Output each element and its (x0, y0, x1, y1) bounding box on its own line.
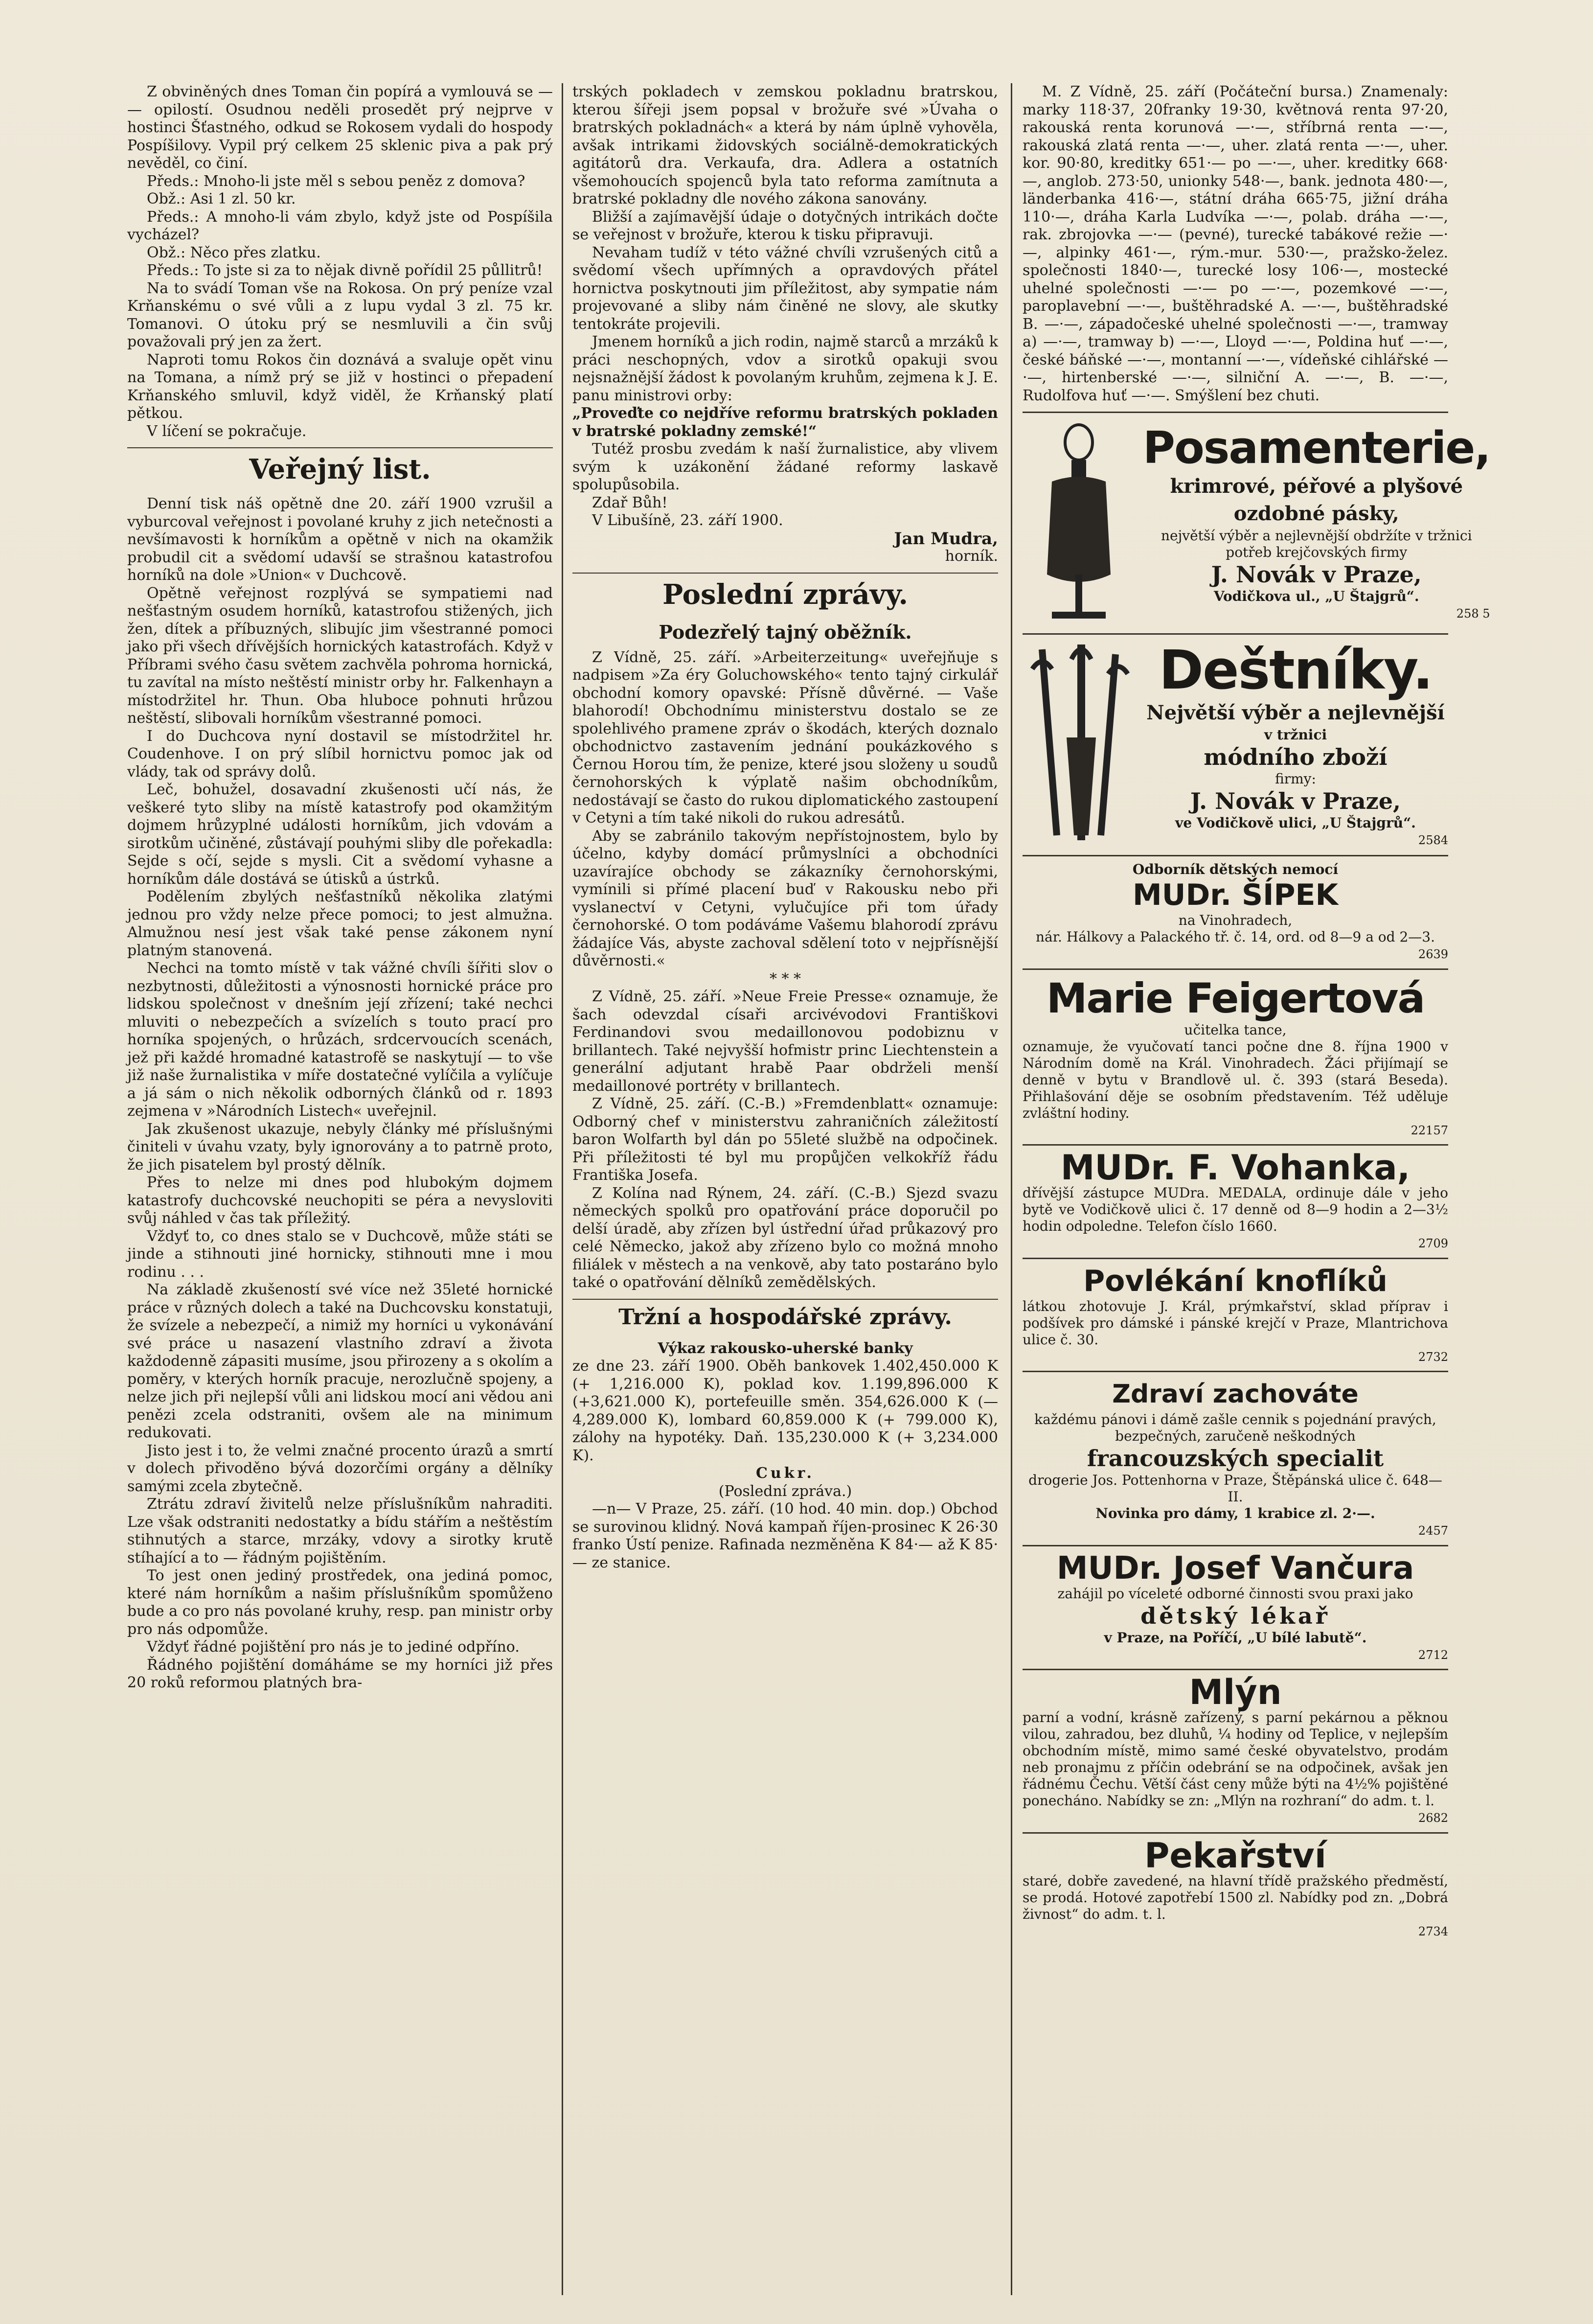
ad-number: 2584 (1418, 833, 1448, 847)
ad-title: Posamenterie, (1143, 422, 1490, 474)
trial-paragraph: Obž.: Něco přes zlatku. (147, 244, 321, 261)
ad-address: ve Vodičkově ulici, „U Štajgrů“. (1175, 814, 1416, 831)
ad-number: 258 5 (1456, 606, 1490, 621)
ad-title: Pekařství (1144, 1835, 1326, 1876)
ad-pekarstvi (1023, 1832, 1448, 1946)
news-paragraph: Z Kolína nad Rýnem, 24. září. (C.-B.) Sjezd svazu německých spolků pro opatřování práce doporučil po delší úradě, aby zřízen byl ústřední úřad průkazový pro celé Německo, jakož aby zřízeno bylo co možná mnoho filiálek v městech a na venkově, aby tato postaráno bylo také o opatřování dělníků zemědělských. (572, 1184, 998, 1291)
signature-role: horník. (945, 548, 998, 565)
news-subheading: Podezřelý tajný oběžník. (659, 621, 912, 643)
article-paragraph: Leč, bohužel, dosavadní zkušenosti učí nás, že veškeré tyto sliby na místě katastrofy pod okamžitým dojmem hrůzyplné události horníkům, jich vdovám a sirotkům učiněné, zůstávají pouhými sliby dle pořekadla: Sejde s očí, sejde s mysli. Cit a svědomí vyhasne a horníkům dále dostává se útisků a ústrků. (127, 781, 553, 888)
column-middle (572, 83, 998, 2295)
ad-number: 22157 (1411, 1123, 1448, 1137)
ad-line: Největší výběr a nejlevnější (1146, 701, 1445, 724)
ad-line: každému pánovi i dámě zašle cennik s pojednání pravých, bezpečných, zaručeně neškodných (1034, 1411, 1436, 1444)
section-heading: Poslední zprávy. (572, 573, 998, 612)
ad-line: francouzských specialit (1087, 1445, 1384, 1472)
ad-number: 2712 (1418, 1648, 1448, 1662)
article-paragraph: Nechci na tomto místě v tak vážné chvíli šířiti slov o nezbytnosti, důležitosti a výnosnosti hornické práce pro lidskou společnost v dnešním její zřízení; také nechci mluviti o nebezpečích a svízelích s touto prací pro horníka spojených, o hrůzách, srdcervoucích scenách, jež při každé hromadné katastrofě se naskytují — to vše již naše žurnalistika v míře dostatečné vylíčila a vylíčuje a já sám o nich několik odborných článků od r. 1893 zejmena v »Národních Listech« uveřejnil. (127, 960, 553, 1120)
ad-title: Deštníky. (1159, 638, 1433, 701)
ad-title: MUDr. ŠÍPEK (1133, 878, 1338, 912)
ad-destniky (1023, 633, 1448, 855)
news-paragraph: Z Vídně, 25. září. »Arbeiterzeitung« uveřejňuje s nadpisem »Za éry Goluchowského« tento tajný cirkulář obchodní komory opavské: Přísně důvěrné. — Vaše blahorodí! Obchodnímu ministerstvu dostalo se ze spolehlivého pramene zpráv o škodách, kterých doznalo obchodnictvo zastavením jednání poukázkového s Černou Horou tím, že penize, které jsou složeny u soudů černohorských k výplatě našim obchodníkům, nedostávají se často do rukou diplomatického zastoupení v Cetyni a tím také nikoli do rukou adresátů. (572, 648, 998, 827)
ad-specialities (1023, 1371, 1448, 1545)
ad-number: 2682 (1418, 1811, 1448, 1825)
ad-line: krimrové, péřové a plyšové ozdobné pásky, (1170, 474, 1463, 525)
column-rule (1011, 83, 1012, 2295)
ad-title: Marie Feigertová (1046, 974, 1425, 1022)
news-paragraph: Aby se zabránilo takovým nepřístojnostem, bylo by účelno, kdyby domácí průmyslníci a obchodníci uzavírajíce obchody se zákazníky černohorskými, vymínili si přímé placení buď v Rakousku nebo při vyslanectví v Cetyni, vylučujíce při tom úřady černohorské. O tom podáváme Vašemu blahorodí zprávu žádajíce Vás, abyste zachoval sdělení toto v nejpřísnější důvěrnosti.« (572, 827, 998, 969)
market-subheading: Výkaz rakousko-uherské banky (658, 1339, 913, 1357)
ad-line: oznamuje, že vyučovatí tanci počne dne 8. října 1900 v Národním domě na Král. Vinohradech. Žáci přijímají se denně v bytu v Brandlově ul. č. 393 (stará Beseda). Přihlašování děje se osobním představením. Též uděluje zvláštní hodiny. (1023, 1038, 1448, 1121)
ad-number: 2457 (1418, 1524, 1448, 1538)
ad-number: 2732 (1418, 1350, 1448, 1364)
article-paragraph: Nevaham tudíž v této vážné chvíli vzrušených citů a svědomí všech upřímných a opravdových přátel hornictva poskytnouti jim příležitost, aby sympatie nám projevované a sliby nám činěné ne slovy, ale skutky tentokráte projevili. (572, 244, 998, 333)
ad-title: MUDr. F. Vohanka, (1060, 1148, 1411, 1188)
column-right (1023, 83, 1490, 2295)
article-paragraph: Denní tisk náš opětně dne 20. září 1900 vzrušil a vyburcoval veřejnost i povolané kruhy z jich netečnosti a nevšímavosti k horníkům a opětně v nich na okamžik probudil cit a svědomí udavší se strašnou katastrofou horníků na dole »Union« v Duchcově. (127, 495, 553, 584)
bourse-report: M. Z Vídně, 25. září (Počáteční bursa.) Znamenaly: marky 118·37, 20franky 19·30, květnová renta 97·20, rakouská renta korunová —·—, stříbrná renta —·—, rakouská zlatá renta —·—, uher. zlatá renta —·—, uher. kor. 90·80, kreditky 651·— po —·—, uher. kreditky 668·—, anglob. 273·50, unionky 548·—, bank. jednota 480·—, länderbanka 416·—, státní dráha 665·75, jižní dráha 110·—, dráha Karla Ludvíka —·—, polab. dráha —·—, rak. zbrojovka —·— (pevné), turecké tabákové režie —·—, alpinky 461·—, rým.-mur. 530·—, pražsko-želez. společnosti 1840·—, turecké losy 106·—, mostecké uhelné společnosti —·— po —·—, pozemkové —·—, paroplavební —·—, buštěhradské A. —·—, buštěhradské B. —·—, západočeské uhelné společnosti —·—, tramway a) —·—, tramway b) —·—, Lloyd —·—, Poldina huť —·—, české báňské —·—, montanní —·—, vídeňské cihlářské —·—, hirtenberské —·—, silniční A. —·—, B. —·—, Rudolfova huť —·—. Smýšlení bez chuti. (1023, 83, 1448, 404)
ad-line: zahájil po víceleté odborné činnosti svou praxi jako (1057, 1585, 1413, 1602)
article-paragraph: Bližší a zajímavější údaje o dotyčných intrikách dočte se veřejnost v brožuře, kterou k tisku připravuji. (572, 208, 998, 243)
article-paragraph: Jak zkušenost ukazuje, nebyly články mé příslušnými činiteli v úvahu vzaty, byly ignorovány a to patrně proto, že jich pisatelem byl prostý dělník. (127, 1120, 553, 1174)
ad-line: látkou zhotovuje J. Král, prýmkařství, sklad příprav i podšívek pro dámské i pánské krejčí v Praze, Mlantrichova ulice č. 30. (1023, 1298, 1448, 1348)
ad-number: 2709 (1418, 1237, 1448, 1250)
article-paragraph: Opětně veřejnost rozplývá se sympatiemi nad nešťastným osudem horníků, katastrofou stižených, jich žen, dítek a příbuzných, slibujíc jim všestranné pomoci jako při všech dřívějších hornických katastrofách. Když v Příbrami svého času světem zachvěla pohroma hornická, tu zavítal na místo neštěstí ministr orby hr. Falkenhayn a místodržitel hr. Thun. Oba hluboce pohnuti hrůzou neštěstí, slibovali horníkům všestranné pomoci. (127, 584, 553, 727)
market-paragraph: ze dne 23. září 1900. Oběh bankovek 1.402,450.000 K (+ 1,216.000 K), poklad kov. 1.199,896.000 K (+3,621.000 K), portefeuille směn. 354,626.000 K (— 4,289.000 K), lombard 60,859.000 K (+ 799.000 K), zálohy na hypotéky. Daň. 135,230.000 K (+ 3,234.000 K). (572, 1358, 998, 1464)
ad-line: v tržnici (1264, 726, 1327, 743)
trial-paragraph: Předs.: A mnoho-li vám zbylo, když jste od Pospíšila vycházel? (127, 208, 553, 243)
ad-line: Odborník dětských nemocí (1132, 861, 1339, 877)
article-paragraph: Jmenem horníků a jich rodin, najmě starců a mrzáků k práci neschopných, vdov a sirotků opakuji svou nejsnažnější žádost k povolaným kruhům, zejmena k J. E. panu ministrovi orby: (572, 333, 998, 404)
ad-firm: J. Novák v Praze, (1211, 561, 1422, 588)
trial-paragraph: Předs.: Mnoho-li jste měl s sebou peněz z domova? (147, 172, 525, 190)
article-paragraph: Podělením zbylých nešťastníků několika zlatými jednou pro vždy nelze přece pomoci; to jest almužna. Almužnou nesí jest však také pense zákonem nyní platným stanovená. (127, 888, 553, 959)
article-paragraph: Zdař Bůh! (592, 494, 668, 511)
ad-number: 2734 (1418, 1924, 1448, 1938)
ad-knofliky (1023, 1258, 1448, 1371)
ad-title: MUDr. Josef Vančura (1056, 1550, 1414, 1587)
news-paragraph: Z Vídně, 25. září. (C.-B.) »Fremdenblatt« oznamuje: Odborný chef v ministerstvu zahraničních záležitostí baron Wolfarth byl dán po 55leté službě na odpočinek. Při příležitosti té byl mu propůjčen velkokříž řádu Františka Josefa. (572, 1095, 998, 1184)
separator-stars: * * * (769, 970, 801, 988)
ad-vancura (1023, 1545, 1448, 1669)
section-heading: Tržní a hospodářské zprávy. (572, 1299, 998, 1331)
column-left (127, 83, 553, 2295)
article-paragraph: Tutéž prosbu zvedám k naší žurnalistice, aby vlivem svým k uzákonění žádané reformy laskavě spolupůsobila. (572, 440, 998, 493)
ad-title: Mlýn (1189, 1672, 1282, 1712)
umbrellas-illustration (1023, 640, 1135, 850)
signature-name: Jan Mudra, (894, 529, 998, 549)
ad-number: 2639 (1418, 947, 1448, 961)
ad-line: drogerie Jos. Pottenhorna v Praze, Štěpánská ulice č. 648—II. (1028, 1472, 1442, 1505)
ad-feigertova (1023, 968, 1448, 1145)
ad-mlyn (1023, 1669, 1448, 1832)
ad-title: Zdraví zachováte (1112, 1380, 1359, 1409)
article-appeal: „Proveďte co nejdříve reformu bratrských pokladen v bratrské pokladny zemské!“ (572, 405, 998, 440)
article-paragraph: To jest onen jediný prostředek, ona jediná pomoc, které nám horníkům a našim příslušníkům spomůženo bude a co pro nás povolané kruhy, resp. pan ministr orby pro nás odpomůže. (127, 1567, 553, 1638)
ad-line: na Vinohradech, (1178, 912, 1293, 928)
ad-line: dětský lékař (1140, 1602, 1330, 1629)
ad-line: nár. Hálkovy a Palackého tř. č. 14, ord. od 8—9 a od 2—3. (1035, 929, 1435, 945)
trial-paragraph: Z obviněných dnes Toman čin popírá a vymlouvá se — — opilostí. Osudnou neděli prosedět prý nejprve v hostinci Šťastného, odkud se Rokosem vydali do hospody Pospíšilovy. Vypil prý celkem 25 sklenic piva a pak prý nevěděl, co činí. (127, 83, 553, 172)
ad-title: Povlékání knoflíků (1083, 1264, 1388, 1298)
ad-line: módního zboží (1204, 743, 1388, 770)
column-rule (562, 83, 563, 2295)
section-heading: Veřejný list. (127, 447, 553, 486)
trial-paragraph: V líčení se pokračuje. (147, 422, 307, 440)
article-paragraph: I do Duchcova nyní dostavil se místodržitel hr. Coudenhove. I on prý slíbil hornictvu pomoc jak od vlády, tak od správy dolů. (127, 727, 553, 781)
ad-firm: J. Novák v Praze, (1190, 787, 1401, 814)
trial-paragraph: Na to svádí Toman vše na Rokosa. On prý peníze vzal Krňanskému o své vůli a z lupu vydal 3 zl. 75 kr. Tomanovi. O útoku prý se nesmluvili a čin svůj považovali prý jen za žert. (127, 279, 553, 350)
mannequin-illustration (1023, 418, 1135, 628)
ad-line: dřívější zástupce MUDra. MEDALA, ordinuje dále v jeho bytě ve Vodičkově ulici č. 17 denně od 8—9 hodin a 2—3½ hodin odpoledne. Telefon číslo 1660. (1023, 1185, 1448, 1234)
article-dateline: V Libušíně, 23. září 1900. (592, 512, 783, 529)
market-note: (Poslední zpráva.) (718, 1482, 852, 1500)
trial-paragraph: Naproti tomu Rokos čin doznává a svaluje opět vinu na Tomana, a nímž prý se již v hostinci o přepadení Krňanského smluvil, když viděl, že Krňanský platí pětkou. (127, 351, 553, 422)
trial-paragraph: Obž.: Asi 1 zl. 50 kr. (147, 190, 296, 207)
article-paragraph: Jisto jest i to, že velmi značné procento úrazů a smrtí v dolech přivoděno bývá dozorčími orgány a dělníky samými zcela zbytečně. (127, 1442, 553, 1495)
ad-posamenterie (1023, 412, 1490, 633)
article-paragraph: Přes to nelze mi dnes pod hlubokým dojmem katastrofy duchcovské neuchopiti se péra a nevysloviti svůj náhled v čas tak příležitý. (127, 1174, 553, 1227)
article-paragraph: trských pokladech v zemskou pokladnu bratrskou, kterou šířeji jsem popsal v brožuře své »Úvaha o bratrských pokladnách« a která by nám úplně vyhověla, avšak intrikami židovských sociálně-demokratických agitátorů dra. Verkaufa, dra. Adlera a ostatních všemohoucích spojenců byla tato reforma zamítnuta a bratrské pokladny dle nového zákona sanovány. (572, 83, 998, 207)
ad-vohanka (1023, 1144, 1448, 1258)
article-paragraph: Vždyť to, co dnes stalo se v Duchcově, může státi se jinde a stihnouti jiné hornicky, stihnouti mne i mou rodinu . . . (127, 1227, 553, 1281)
article-paragraph: Ztrátu zdraví živitelů nelze příslušníkům nahraditi. Lze však odstraniti nedostatky a bídu stářím a neštěstím stihnutých a starce, mrzáky, vdovy a sirotky krutě stíhající a to — řádným pojištěním. (127, 1496, 553, 1566)
ad-line: parní a vodní, krásně zařízený, s parní pekárnou a pěknou vilou, zahradou, bez dluhů, ¼ hodiny od Teplice, v nejlepším obchodním místě, mimo samé české obyvatelstvo, prodám neb pronajmu z příčin odebrání se na odpočinek, avšak jen řádnému Čechu. Větší část ceny může býti na 4½% pojištěné ponecháno. Nabídky se zn: „Mlýn na rozhraní“ do adm. t. l. (1023, 1709, 1448, 1809)
ad-line: Novinka pro dámy, 1 krabice zl. 2·—. (1095, 1505, 1375, 1521)
ad-address: Vodičkova ul., „U Štajgrů“. (1213, 588, 1419, 604)
trial-paragraph: Předs.: To jste si za to nějak divně pořídil 25 půllitrů! (147, 262, 543, 279)
ad-line: v Praze, na Poříčí, „U bílé labutě“. (1104, 1629, 1367, 1646)
ad-line: učitelka tance, (1184, 1021, 1287, 1038)
ad-line: staré, dobře zavedené, na hlavní třídě pražského předměstí, se prodá. Hotové zapotřebí 1500 zl. Nabídky pod zn. „Dobrá živnost“ do adm. t. l. (1023, 1872, 1448, 1922)
market-paragraph: —n— V Praze, 25. září. (10 hod. 40 min. dop.) Obchod se surovinou klidný. Nová kampaň říjen-prosinec K 26·30 franko Ústí penize. Rafinada nezměněna K 84·— až K 85·— ze stanice. (572, 1500, 998, 1571)
article-paragraph: Řádného pojištění domáháme se my horníci již přes 20 roků reformou platných bra- (127, 1656, 553, 1691)
ad-sipek (1023, 855, 1448, 968)
market-subheading: Cukr. (756, 1465, 815, 1482)
ad-line: firmy: (1275, 770, 1316, 787)
news-paragraph: Z Vídně, 25. září. »Neue Freie Presse« oznamuje, že šach odevzdal císaři arcivévodovi Františkovi Ferdinandovi svou medaillonovou podobiznu v brillantech. Také nejvyšší hofmistr princ Liechtenstein a generální adjutant hrabě Paar obdrželi menší medaillonové portréty v brillantech. (572, 988, 998, 1095)
article-paragraph: Na základě zkušeností své více než 35leté hornické práce v různých dolech a také na Duchcovsku konstatuji, že svízele a nebezpečí, a nimiž my horníci u vykonávání své práce u nasazení vlastního zdraví a života každodenně zápasiti musíme, jsou přirozeny a s okolím a poměry, v kterých horník pracuje, nerozlučně spojeny, a nelze jich při nejlepší vůli ani lidskou mocí ani vědou ani penězi zcela odstraniti, ovšem ale na minimum redukovati. (127, 1281, 553, 1441)
article-paragraph: Vždyť řádné pojištění pro nás je to jediné odpříno. (147, 1638, 520, 1656)
ad-line: největší výběr a nejlevnější obdržíte v tržnici potřeb krejčovských firmy (1161, 527, 1472, 560)
